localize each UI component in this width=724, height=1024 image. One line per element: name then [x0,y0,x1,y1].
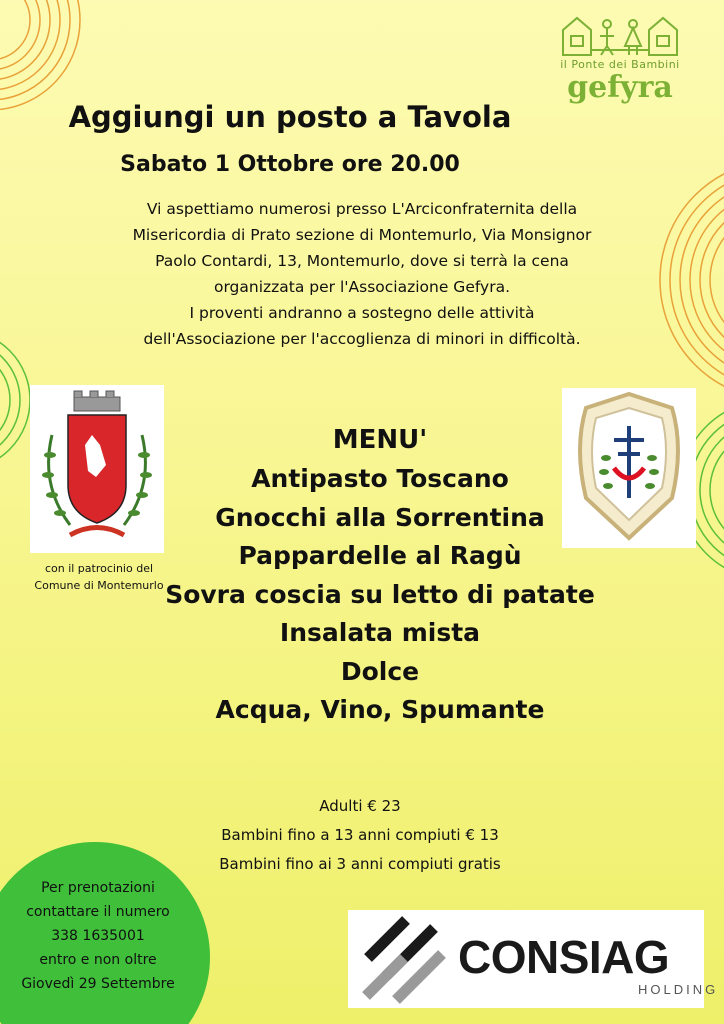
description-line: Paolo Contardi, 13, Montemurlo, dove si terrà la cena [155,252,569,270]
booking-line: entro e non oltre [39,952,157,968]
price-children-13: Bambini fino a 13 anni compiuti € 13 [221,826,499,844]
patronage-line: con il patrocinio del [44,562,154,575]
description-line: I proventi andranno a sostegno delle attività [189,304,535,322]
menu-title: MENU' [332,425,428,455]
arc-decoration-top-left [0,0,90,110]
consiag-name: CONSIAG [458,931,670,983]
menu-item: Pappardelle al Ragù [238,541,522,570]
event-date: Sabato 1 Ottobre ore 20.00 [120,152,460,177]
booking-line: contattare il numero [26,904,170,920]
description-line: organizzata per l'Associazione Gefyra. [213,278,511,296]
consiag-holding: HOLDING [638,982,719,997]
booking-phone: 338 1635001 [51,928,145,944]
menu-item: Acqua, Vino, Spumante [215,695,545,724]
booking-info [0,876,196,996]
price-adults: Adulti € 23 [319,797,401,815]
consiag-mark-icon [354,910,454,1008]
description-line: Misericordia di Prato sezione di Montemurlo, Via Monsignor [132,226,592,244]
event-title: Aggiungi un posto a Tavola [68,100,512,134]
patronage-line: Comune di Montemurlo [34,579,164,592]
gefyra-brand-name: gefyra [567,70,673,105]
booking-deadline: Giovedì 29 Settembre [21,976,175,992]
price-children-3: Bambini fino ai 3 anni compiuti gratis [219,855,501,873]
menu-item: Gnocchi alla Sorrentina [215,502,545,532]
description-line: Vi aspettiamo numerosi presso L'Arciconfraternita della [146,200,578,218]
gefyra-tagline: il Ponte dei Bambini [560,58,680,71]
menu-section [100,420,660,730]
price-list [120,792,600,879]
event-description [30,196,694,352]
description-line: dell'Associazione per l'accoglienza di minori in difficoltà. [143,330,581,348]
menu-item: Sovra coscia su letto di patate [165,579,595,609]
booking-line: Per prenotazioni [41,880,155,896]
menu-item: Insalata mista [279,618,481,647]
menu-item: Dolce [340,656,420,686]
menu-item: Antipasto Toscano [251,464,509,493]
